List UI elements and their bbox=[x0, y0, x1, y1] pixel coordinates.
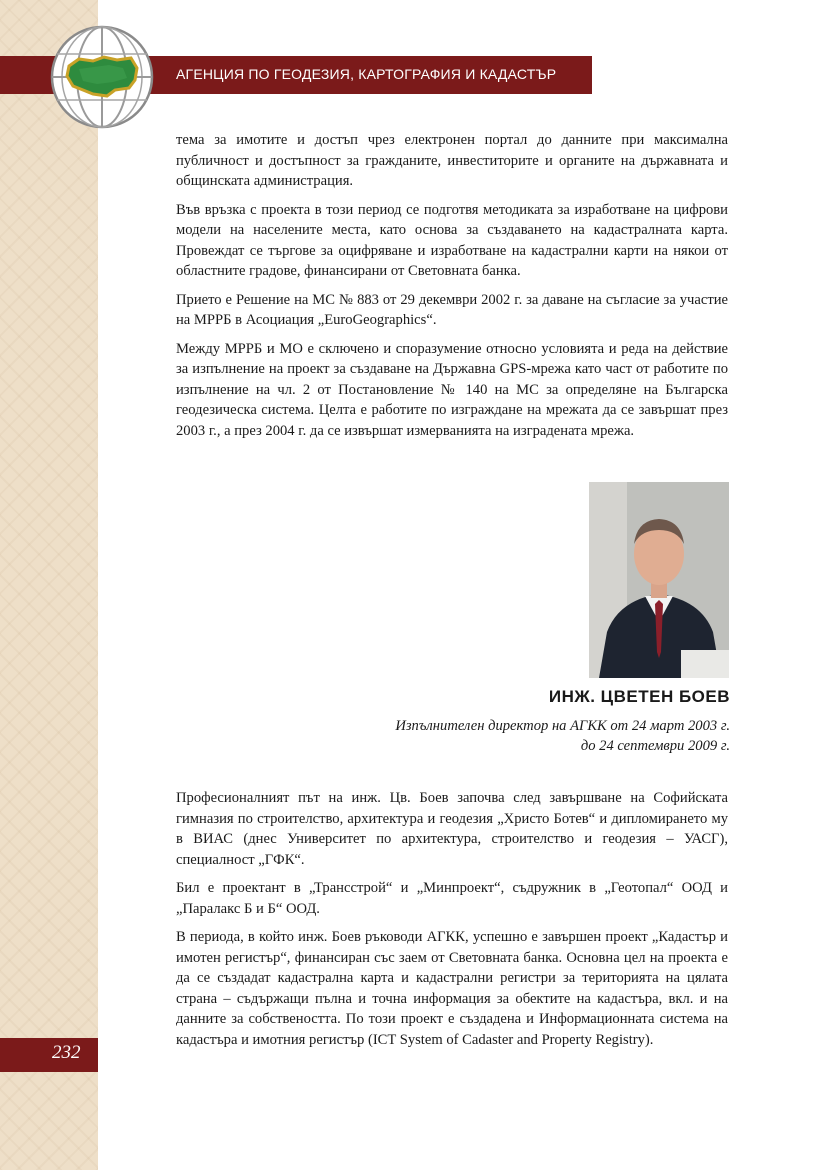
person-role bbox=[395, 716, 730, 756]
paragraph: тема за имотите и достъп чрез електронен портал до данните при максимална публичност и достъпност за гражданите, инвеститорите и органите на държавната и общинската администрация. bbox=[176, 132, 728, 189]
paragraph: Във връзка с проекта в този период се подготвя методиката за изработване на цифрови модели на населените места, като основа за създаването на кадастралната карта. Провеждат се търгове за оцифряване и изработване на кадастрални карти на някои от областните градове, финансирани от Световната банка. bbox=[176, 201, 728, 279]
portrait-photo bbox=[589, 482, 729, 678]
top-text-block bbox=[176, 130, 728, 449]
page-number-box bbox=[0, 1038, 98, 1072]
paragraph: Между МРРБ и МО е сключено и споразумение относно условията и реда на действие за изпълнение на проект за създаване на Държавна GPS-мрежа като част от работите по изпълнение на чл. 2 от Постановление № 140 на МС за определяне на Българска геодезическа система. Целта е работите по изграждане на мрежата да се завършат през 2003 г., а през 2004 г. да се извършат измерванията на изградената мрежа. bbox=[176, 340, 728, 439]
page-number: 232 bbox=[52, 1042, 81, 1063]
paragraph: В периода, в който инж. Боев ръководи АГКК, успешно е завършен проект „Кадастър и имотен регистър“, финансиран със заем от Световната банка. Основна цел на проекта е да се създадат кадастрална карта и кадастрални регистри за територията на цялата страна – съдържащи пълна и точна информация за обектите на кадастъра, вкл. и на данните за собствеността. По този проект е създадена и Информационната система на кадастъра и имотния регистър (ICT System of Cadaster and Property Registry). bbox=[176, 929, 728, 1048]
paragraph: Бил е проектант в „Трансстрой“ и „Минпроект“, съдружник в „Геотопал“ ООД и „Паралакс Б и Б“ ООД. bbox=[176, 880, 728, 917]
agency-globe-logo bbox=[49, 24, 155, 130]
bottom-text-block bbox=[176, 788, 728, 1058]
role-line: до 24 септември 2009 г. bbox=[580, 738, 730, 754]
paragraph: Професионалният път на инж. Цв. Боев започва след завършване на Софийската гимназия по строителство, архитектура и геодезия „Христо Ботев“ и дипломирането му в ВИАС (днес Университет по архитектура, строителство и геодезия – УАСГ), специалност „ГФК“. bbox=[176, 790, 728, 868]
person-name: ИНЖ. ЦВЕТЕН БОЕВ bbox=[548, 687, 730, 706]
portrait-figure bbox=[589, 482, 729, 678]
paragraph: Прието е Решение на МС № 883 от 29 декември 2002 г. за даване на съгласие за участие на МРРБ в Асоциация „EuroGeographics“. bbox=[176, 291, 728, 328]
role-line: Изпълнителен директор на АГКК от 24 март 2003 г. bbox=[395, 718, 730, 734]
decorative-side-strip bbox=[0, 0, 98, 1170]
header-title: АГЕНЦИЯ ПО ГЕОДЕЗИЯ, КАРТОГРАФИЯ И КАДАСТЪР bbox=[176, 66, 557, 82]
